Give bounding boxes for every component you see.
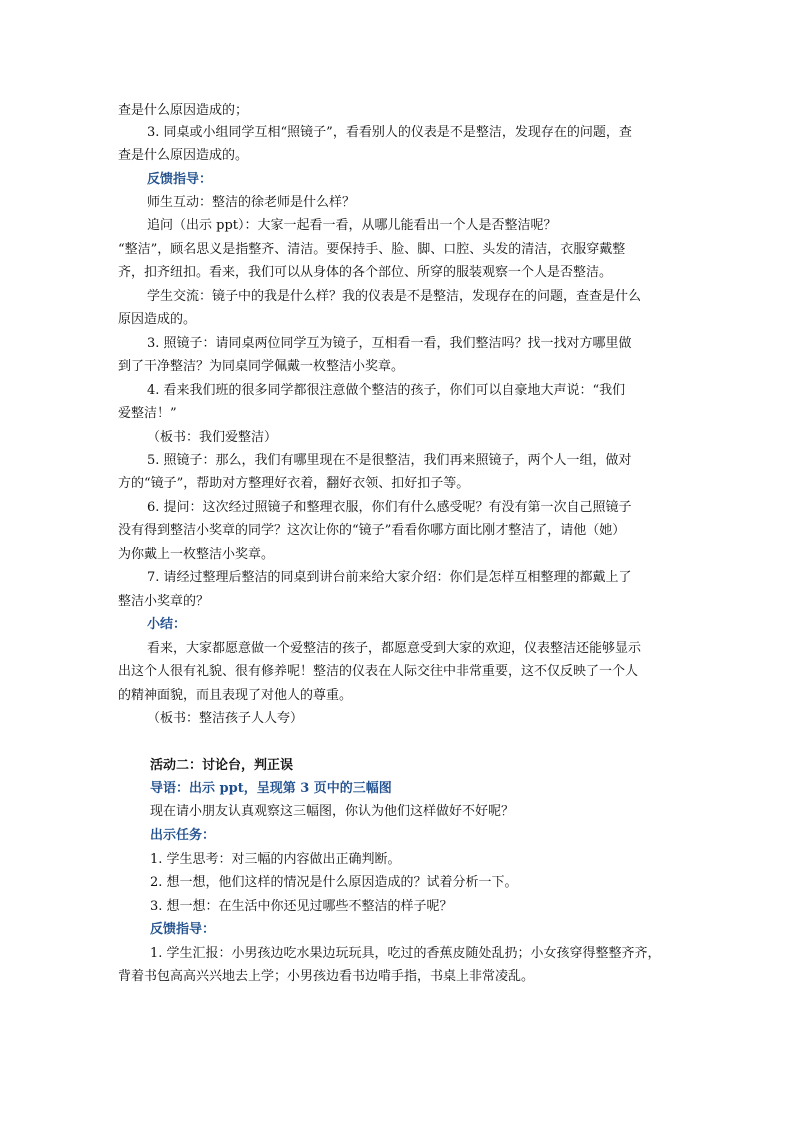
blackboard-note: （板书：我们爱整洁） bbox=[147, 430, 278, 445]
text-line: “整洁”，顾名思义是指整齐、清洁。要保持手、脸、脚、口腔、头发的清洁，衣服穿戴整 bbox=[118, 242, 626, 257]
text-line: 4. 看来我们班的很多同学都很注意做个整洁的孩子，你们可以自豪地大声说：“我们 bbox=[147, 383, 626, 398]
text-line: 齐，扣齐纽扣。看来，我们可以从身体的各个部位、所穿的服装观察一个人是否整洁。 bbox=[118, 265, 613, 280]
text-line: 原因造成的。 bbox=[118, 312, 197, 327]
text-line: 师生互动：整洁的徐老师是什么样？ bbox=[147, 195, 356, 210]
text-line: 7. 请经过整理后整洁的同桌到讲台前来给大家介绍：你们是怎样互相整理的都戴上了 bbox=[147, 570, 632, 585]
text-line: 的精神面貌，而且表现了对他人的尊重。 bbox=[118, 688, 353, 703]
section-heading: 反馈指导： bbox=[147, 172, 213, 187]
list-item: 3. 想一想：在生活中你还见过哪些不整洁的样子呢？ bbox=[150, 899, 453, 914]
text-line: 1. 学生汇报：小男孩边吃水果边玩玩具，吃过的香蕉皮随处乱扔；小女孩穿得整整齐齐， bbox=[150, 946, 661, 961]
text-line: 3. 照镜子：请同桌两位同学互为镜子，互相看一看，我们整洁吗？找一找对方哪里做 bbox=[147, 336, 632, 351]
text-line: 现在请小朋友认真观察这三幅图，你认为他们这样做好不好呢？ bbox=[150, 804, 515, 819]
text-line: 没有得到整洁小奖章的同学？这次让你的“镜子”看看你哪方面比刚才整洁了，请他（她） bbox=[118, 523, 626, 538]
text-line: 背着书包高高兴兴地去上学；小男孩边看书边啃手指，书桌上非常凌乱。 bbox=[118, 969, 535, 984]
text-line: 爱整洁！” bbox=[118, 406, 177, 421]
text-line: 查是什么原因造成的。 bbox=[118, 148, 249, 163]
text-line: 看来，大家都愿意做一个爱整洁的孩子，都愿意受到大家的欢迎，仪表整洁还能够显示 bbox=[147, 641, 642, 656]
text-line: 5. 照镜子：那么，我们有哪里现在不是很整洁，我们再来照镜子，两个人一组，做对 bbox=[147, 453, 632, 468]
section-heading: 出示任务： bbox=[150, 828, 216, 843]
blackboard-note: （板书：整洁孩子人人夸） bbox=[147, 711, 304, 726]
text-line: 整洁小奖章的？ bbox=[118, 594, 210, 609]
text-line: 查是什么原因造成的； bbox=[118, 103, 249, 118]
text-line: 方的“镜子”，帮助对方整理好衣着，翻好衣领、扣好扣子等。 bbox=[118, 476, 470, 491]
text-line: 3. 同桌或小组同学互相“照镜子”，看看别人的仪表是不是整洁，发现存在的问题，查 bbox=[147, 125, 632, 140]
text-line: 学生交流：镜子中的我是什么样？我的仪表是不是整洁，发现存在的问题，查查是什么 bbox=[147, 289, 642, 304]
text-line: 到了干净整洁？为同桌同学佩戴一枚整洁小奖章。 bbox=[118, 359, 405, 374]
text-line: 追问（出示 ppt）：大家一起看一看，从哪儿能看出一个人是否整洁呢？ bbox=[147, 218, 557, 233]
list-item: 1. 学生思考：对三幅的内容做出正确判断。 bbox=[150, 852, 401, 867]
section-heading: 反馈指导： bbox=[150, 922, 216, 937]
section-heading: 导语：出示 ppt，呈现第 3 页中的三幅图 bbox=[150, 781, 392, 796]
text-line: 6. 提问：这次经过照镜子和整理衣服，你们有什么感受呢？有没有第一次自己照镜子 bbox=[147, 500, 632, 515]
text-line: 为你戴上一枚整洁小奖章。 bbox=[118, 547, 275, 562]
activity-heading: 活动二：讨论台，判正误 bbox=[150, 758, 294, 773]
section-heading: 小结： bbox=[147, 617, 187, 632]
text-line: 出这个人很有礼貌、很有修养呢！整洁的仪表在人际交往中非常重要，这不仅反映了一个人 bbox=[118, 664, 639, 679]
list-item: 2. 想一想，他们这样的情况是什么原因造成的？试着分析一下。 bbox=[150, 875, 518, 890]
